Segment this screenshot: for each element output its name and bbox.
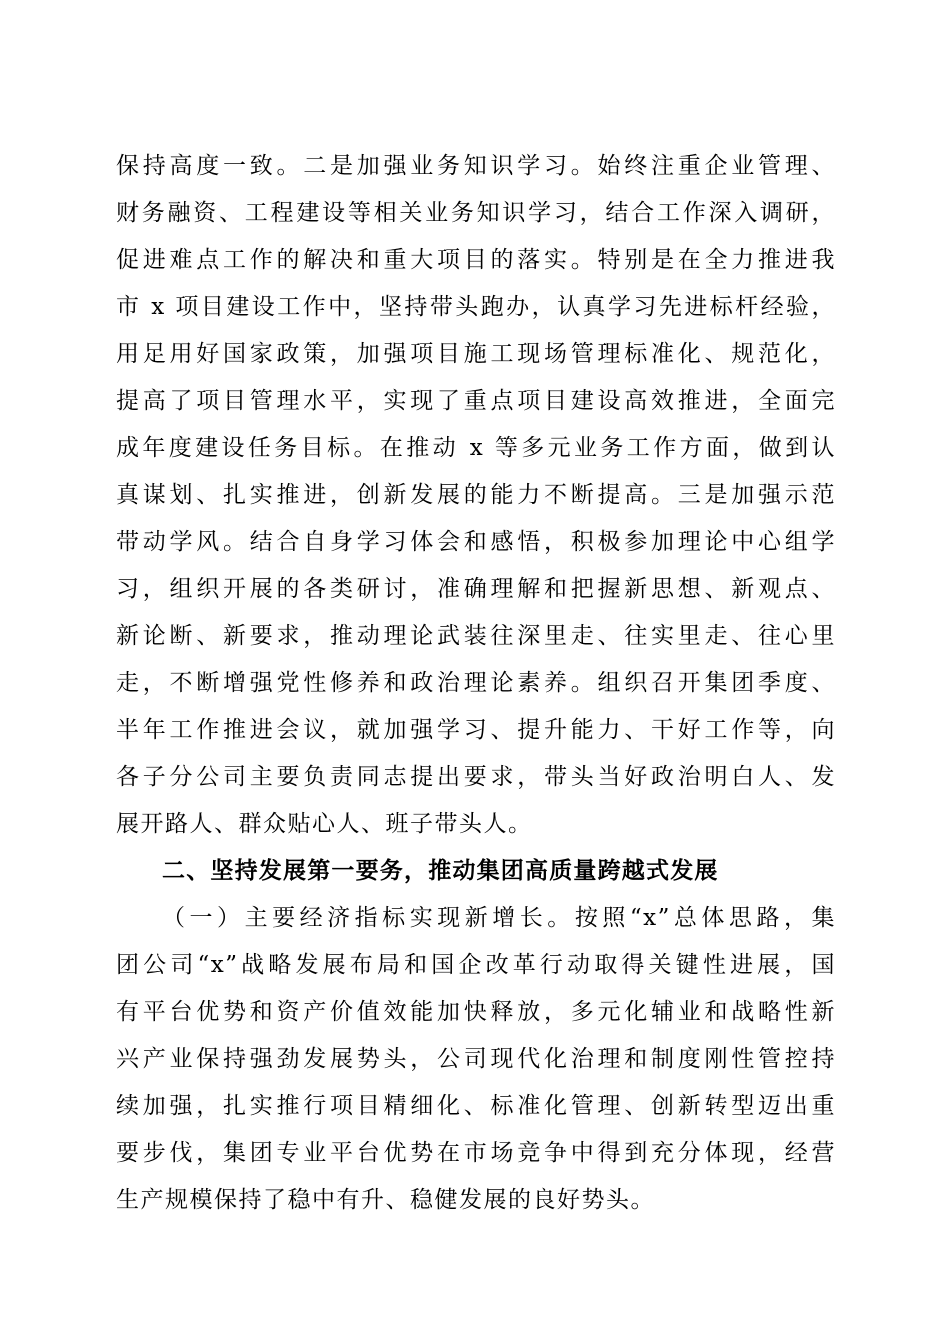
body-line: 习，组织开展的各类研讨，准确理解和把握新思想、新观点、	[116, 576, 836, 602]
body-line: 半年工作推进会议，就加强学习、提升能力、干好工作等，向	[116, 717, 836, 743]
body-line: 走，不断增强党性修养和政治理论素养。组织召开集团季度、	[116, 670, 836, 696]
body-line: 真谋划、扎实推进，创新发展的能力不断提高。三是加强示范	[116, 482, 836, 508]
body-line: （一）主要经济指标实现新增长。按照“x”总体思路，集	[162, 905, 836, 931]
body-line: 新论断、新要求，推动理论武装往深里走、往实里走、往心里	[116, 623, 836, 649]
body-line: 带动学风。结合自身学习体会和感悟，积极参加理论中心组学	[116, 529, 836, 555]
body-line: 团公司“x”战略发展布局和国企改革行动取得关键性进展，国	[116, 952, 836, 978]
body-line: 财务融资、工程建设等相关业务知识学习，结合工作深入调研，	[116, 200, 836, 226]
body-line: 市 x 项目建设工作中，坚持带头跑办，认真学习先进标杆经验，	[116, 294, 836, 320]
body-line: 提高了项目管理水平，实现了重点项目建设高效推进，全面完	[116, 388, 836, 414]
body-line: 成年度建设任务目标。在推动 x 等多元业务工作方面，做到认	[116, 435, 836, 461]
body-line: 促进难点工作的解决和重大项目的落实。特别是在全力推进我	[116, 247, 836, 273]
body-line: 要步伐，集团专业平台优势在市场竞争中得到充分体现，经营	[116, 1140, 836, 1166]
body-line: 各子分公司主要负责同志提出要求，带头当好政治明白人、发	[116, 764, 836, 790]
body-line: 续加强，扎实推行项目精细化、标准化管理、创新转型迈出重	[116, 1093, 836, 1119]
body-line: 生产规模保持了稳中有升、稳健发展的良好势头。	[116, 1187, 655, 1213]
body-line: 兴产业保持强劲发展势头，公司现代化治理和制度刚性管控持	[116, 1046, 836, 1072]
body-line: 保持高度一致。二是加强业务知识学习。始终注重企业管理、	[116, 153, 836, 179]
body-line: 展开路人、群众贴心人、班子带头人。	[116, 811, 533, 837]
body-line: 有平台优势和资产价值效能加快释放，多元化辅业和战略性新	[116, 999, 836, 1025]
section-heading: 二、坚持发展第一要务，推动集团高质量跨越式发展	[162, 858, 719, 884]
body-line: 用足用好国家政策，加强项目施工现场管理标准化、规范化，	[116, 341, 836, 367]
